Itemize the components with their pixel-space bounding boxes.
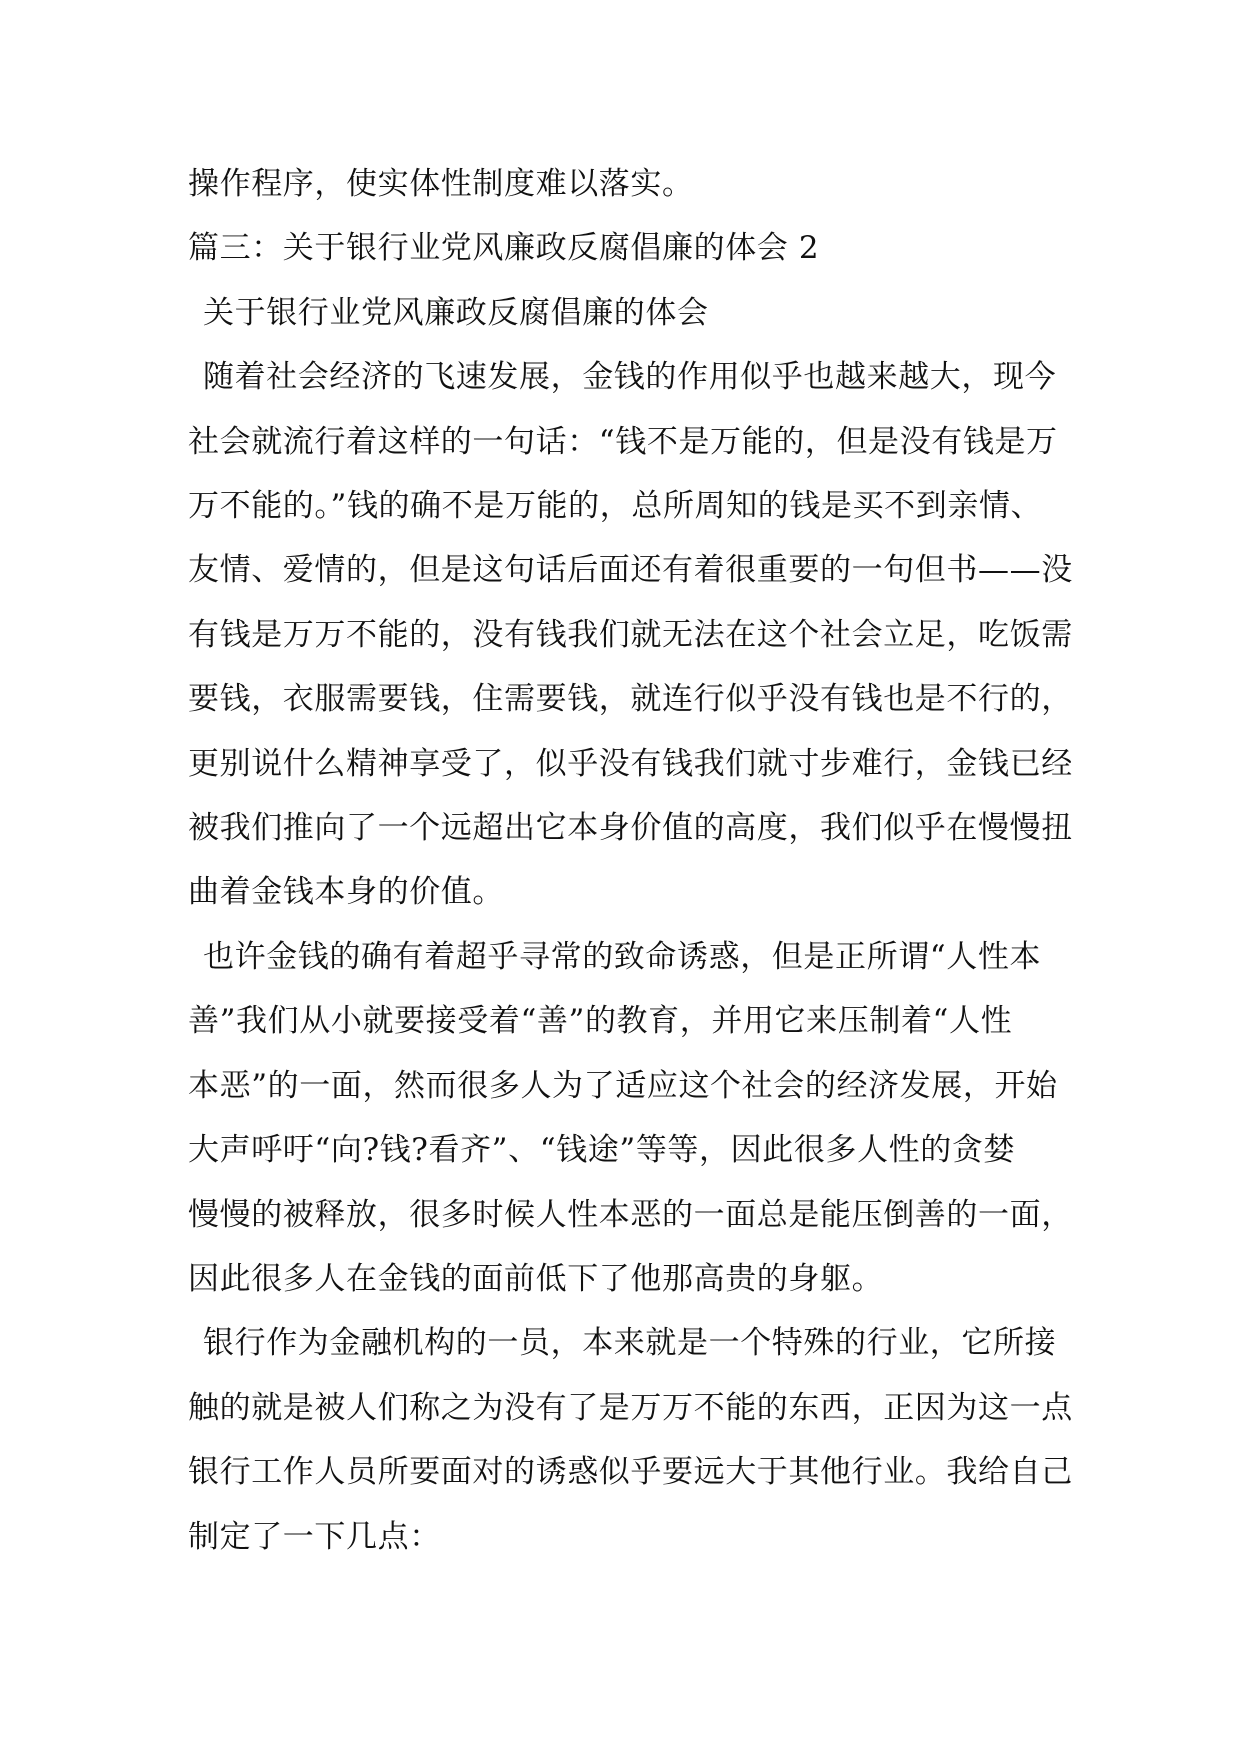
text-line: 万不能的。”钱的确不是万能的，总所周知的钱是买不到亲情、	[188, 488, 1043, 525]
text-line: 更别说什么精神享受了，似乎没有钱我们就寸步难行，金钱已经	[188, 745, 1073, 782]
text-line: 制定了一下几点：	[188, 1518, 441, 1555]
text-line: 善”我们从小就要接受着“善”的教育，并用它来压制着“人性	[188, 1003, 1013, 1040]
text-line: 曲着金钱本身的价值。	[188, 874, 504, 911]
text-line: 友情、爱情的，但是这句话后面还有着很重要的一句但书——没	[188, 552, 1073, 589]
text-line: 慢慢的被释放，很多时候人性本恶的一面总是能压倒善的一面，	[188, 1196, 1073, 1233]
text-line: 要钱，衣服需要钱，住需要钱，就连行似乎没有钱也是不行的，	[188, 681, 1073, 718]
text-line: 银行工作人员所要面对的诱惑似乎要远大于其他行业。我给自己	[188, 1454, 1073, 1491]
text-line: 因此很多人在金钱的面前低下了他那高贵的身躯。	[188, 1260, 884, 1297]
text-line: 本恶”的一面，然而很多人为了适应这个社会的经济发展，开始	[188, 1067, 1058, 1104]
text-line: 操作程序，使实体性制度难以落实。	[188, 166, 694, 202]
document-body	[188, 152, 1073, 1569]
text-line: 大声呼吁“向?钱?看齐”、“钱途”等等，因此很多人性的贪婪	[188, 1132, 1016, 1169]
text-line: 社会就流行着这样的一句话：“钱不是万能的，但是没有钱是万	[188, 423, 1058, 460]
text-line: 随着社会经济的飞速发展，金钱的作用似乎也越来越大，现今	[203, 359, 1057, 396]
text-line: 银行作为金融机构的一员，本来就是一个特殊的行业，它所接	[203, 1325, 1057, 1362]
text-line: 被我们推向了一个远超出它本身价值的高度，我们似乎在慢慢扭	[188, 810, 1073, 847]
section-heading: 篇三：关于银行业党风廉政反腐倡廉的体会 2	[188, 230, 820, 267]
text-line: 触的就是被人们称之为没有了是万万不能的东西，正因为这一点	[188, 1389, 1073, 1426]
text-line: 有钱是万万不能的，没有钱我们就无法在这个社会立足，吃饭需	[188, 616, 1073, 653]
article-title: 关于银行业党风廉政反腐倡廉的体会	[203, 294, 709, 331]
text-line: 也许金钱的确有着超乎寻常的致命诱惑，但是正所谓“人性本	[203, 938, 1042, 975]
